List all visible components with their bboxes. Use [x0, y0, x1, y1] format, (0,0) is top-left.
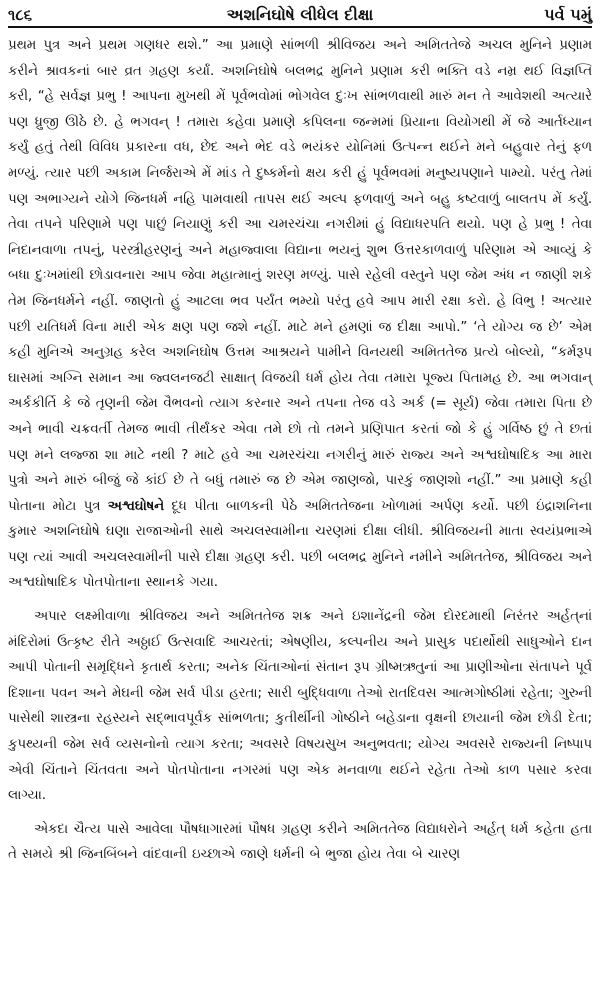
- paragraph: [8, 817, 592, 868]
- section-label: પર્વ ૫મું: [544, 5, 592, 24]
- text-run: અપાર લક્ષ્મીવાળા શ્રીવિજય અને અમિતતેજ શક્ર અને ઇશાનેંદ્રની જેમ દોરદમાથી નિરંતર અર્હત્‌નાં મંદિરોમાં ઉત્કૃષ્ટ રીતે અઠ્ઠાઈ ઉત્સવાદિ આચરતાં; એષણીય, કલ્પનીય અને પ્રાસુક પદાર્થોથી સાધુઓને દાન આપી પોતાની સમૃદ્ધિને કૃતાર્થ કરતા; અનેક ચિંતાઓનાં સંતાન રૂપ ગ્રીષ્મઋતુનાં આ પ્રાણીઓના સંતાપને પૂર્વ દિશાના પવન અને મેઘની જેમ સર્વ પીડા હરતા; સારી બુદ્ધિવાળા તેઓ રાતદિવસ આત્મગોષ્ઠીમાં રહેતા; ગુરુની પાસેથી શાસ્ત્રના રહસ્યને સદ્‌ભાવપૂર્વક સાંભળતા; કુતીર્થીની ગોષ્ઠીને બહેડાના વૃક્ષની છાયાની જેમ છોડી દેતા; કુપથ્યની જેમ સર્વ વ્યસનોનો ત્યાગ કરતા; અવસરે વિષયસુખ અનુભવતા; યોગ્ય અવસરે રાજ્યની નિષ્પાપ એવી ચિંતાને ચિંતવતા અને પોતપોતાના નગરમાં પણ એક મનવાળા થઈને રહેતા તેઓ કાળ પસાર કરવા લાગ્યા.: [8, 609, 592, 804]
- bold-name: અશ્વઘોષને: [107, 498, 165, 514]
- running-title: અશનિઘોષે લીધેલ દીક્ષા: [226, 5, 374, 24]
- paragraph: [8, 33, 592, 596]
- paragraph: [8, 604, 592, 809]
- body-text: [8, 33, 592, 868]
- page-number: ૧૮૬: [8, 6, 33, 24]
- text-run: પ્રથમ પુત્ર અને પ્રથમ ગણધર થશે.” આ પ્રમાણે સાંભળી શ્રીવિજય અને અમિતતેજે અચલ મુનિને પ્રણામ કરીને શ્રાવકનાં બાર વ્રત ગ્રહણ કર્યાં. અશનિઘોષે બલભદ્ર મુનિને પ્રણામ કરી ભક્તિ વડે નમ્ર થઈ વિજ્ઞપ્તિ કરી, “હે સર્વજ્ઞ પ્રભુ ! આપના મુખથી મેં પૂર્વભવોમાં ભોગવેલ દુઃખ સાંભળવાથી મારું મન તે આવેશથી અત્યારે પણ ધ્રુજી ઊઠે છે. હે ભગવન્ ! તમારા કહેવા પ્રમાણે કપિલના જન્મમાં પ્રિયાના વિયોગથી મેં જે આર્તધ્યાન કર્યું હતું તેથી વિવિધ પ્રકારના વધ, છેદ અને ભેદ વડે ભયંકર યોનિમાં ઉત્પન્ન થઈને મને બહુવાર તેનું ફળ મળ્યું. ત્યાર પછી અકામ નિર્જરાએ મેં માંડ તે દુષ્કર્મનો ક્ષય કરી હું પૂર્વભવમાં મનુષ્યપણાને પામ્યો. પરંતુ તેમાં પણ અભાગ્યને યોગે જિનધર્મ નહિ પામવાથી તાપસ થઈ અલ્પ ફળવાળું અને બહુ કષ્ટવાળું બાલતપ મેં કર્યું. તેવા તપને પરિણામે પણ પાછું નિયાણું કરી આ ચમરચંચા નગરીમાં હું વિદ્યાધરપતિ થયો. પણ હે પ્રભુ ! તેવા નિદાનવાળા તપનું, પરસ્ત્રીહરણનું અને મહાજ્વાલા વિદ્યાના ભયનું શુભ ઉત્તરકાળવાળું પરિણામ એ આવ્યું કે બધા દુઃખમાંથી છોડાવનારા આપ જેવા મહાત્માનું શરણ મળ્યું. પાસે રહેલી વસ્તુને પણ જેમ અંધ ન જાણી શકે તેમ જિનધર્મને નહીં. જાણતો હું આટલા ભવ પર્યંત ભમ્યો પરંતુ હવે આપ મારી રક્ષા કરો. હે વિભુ ! અત્યાર પછી યતિધર્મ વિના મારી એક ક્ષણ પણ જશે નહીં. માટે મને હમણાં જ દીક્ષા આપો.” ‘તે યોગ્ય જ છે’ એમ કહી મુનિએ અનુગ્રહ કરેલ અશનિઘોષ ઉત્તમ આશ્રયને પામીને વિનયથી અમિતતેજ પ્રત્યે બોલ્યો, “કર્મરૂપ ઘાસમાં અગ્નિ સમાન આ જ્વલનજટી સાક્ષાત્ વિજયી ધર્મ હોય તેવા તમારા પૂજ્ય પિતામહ છે. આ ભગવાન્ અર્કકીર્તિ કે જે તૃણની જેમ વૈભવનો ત્યાગ કરનાર અને તપના તેજ વડે અર્ક (= સૂર્ય) જેવા તમારા પિતા છે અને ભાવી ચક્રવર્તી તેમજ ભાવી તીર્થંકર એવા તમે છો તો તમને પ્રણિપાત કરતાં જો કે હું ગર્વિષ્ઠ છું તે છતાં પણ મને લજ્જા શા માટે નથી ? માટે હવે આ ચમરચંચા નગરીનું મારું રાજ્ય અને અશ્વઘોષાદિક આ મારા પુત્રો અને મારું બીજું જે કાંઈ છે તે બધું તમારું જ છે એમ જાણજો, પારકું જાણશો નહીં.” આ પ્રમાણે કહી પોતાના મોટા પુત્ર: [8, 38, 592, 514]
- page-header: [8, 0, 592, 28]
- text-run: દૂધ પીતા બાળકની પેઠે અમિતતેજના ખોળામાં અર્પણ કર્યો. પછી ઇંદ્રાશનિના કુમાર અશનિઘોષે ઘણા રાજાઓની સાથે અચલસ્વામીના ચરણમાં દીક્ષા લીધી. શ્રીવિજયની માતા સ્વયંપ્રભાએ પણ ત્યાં આવી અચલસ્વામીની પાસે દીક્ષા ગ્રહણ કરી. પછી બલભદ્ર મુનિને નમીને અમિતતેજ, શ્રીવિજય અને અશ્વઘોષાદિક પોતપોતાના સ્થાનકે ગયા.: [8, 498, 592, 591]
- text-run: એકદા ચૈત્ય પાસે આવેલા પૌષધાગારમાં પૌષધ ગ્રહણ કરીને અમિતતેજ વિદ્યાધરોને અર્હત્ ધર્મ કહેતા હતા તે સમયે શ્રી જિનબિંબને વાંદવાની ઇચ્છાએ જાણે ધર્મની બે ભુજા હોય તેવા બે ચારણ: [8, 821, 592, 863]
